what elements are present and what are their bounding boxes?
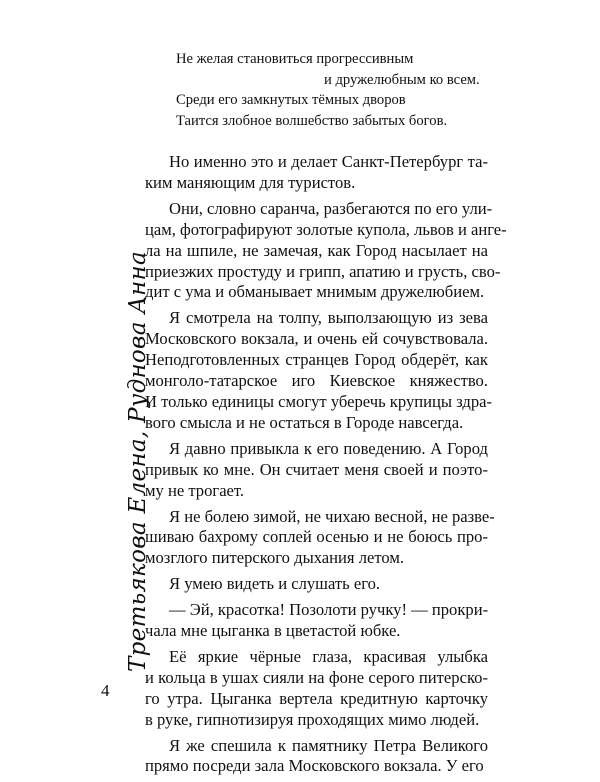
epigraph-line: Таится злобное волшебство забытых богов.: [176, 112, 448, 129]
paragraph: [145, 506, 495, 570]
text-line: цам, фотографируют золотые купола, львов и анге-: [145, 219, 507, 239]
text-line: Её яркие чёрные глаза, красивая улыбка: [169, 646, 488, 666]
text-line: Я давно привыкла к его поведению. А Город: [169, 438, 488, 458]
text-line: Я же спешила к памятнику Петра Великого: [169, 735, 488, 755]
text-line: Я не болею зимой, не чихаю весной, не разве-: [169, 506, 495, 526]
text-line: чала мне цыганка в цветастой юбке.: [145, 621, 401, 641]
text-line: в руке, гипнотизируя проходящих мимо людей.: [145, 709, 480, 729]
paragraph: [145, 152, 488, 194]
paragraph: [145, 574, 488, 595]
paragraph: [145, 308, 493, 433]
text-line: приезжих простуду и грипп, апатию и грусть, сво-: [145, 261, 501, 281]
body-text: [145, 152, 507, 782]
text-line: И только единицы смогут уберечь крупицы здра-: [145, 391, 493, 411]
text-line: Но именно это и делает Санкт-Петербург та-: [169, 152, 488, 171]
text-line: Неподготовленных странцев Город обдерёт, как: [145, 350, 488, 370]
text-line: мозглого питерского дыхания летом.: [145, 548, 405, 568]
text-line: Я умею видеть и слушать его.: [169, 574, 381, 594]
text-line: Московского вокзала, и очень ей сочувствовала.: [145, 329, 488, 349]
text-line: и кольца в ушах сияли на фоне серого питерско-: [145, 667, 488, 687]
text-line: прямо посреди зала Московского вокзала. У его: [145, 756, 484, 776]
paragraph: [145, 600, 488, 642]
text-line: го утра. Цыганка вертела кредитную карточку: [145, 688, 488, 708]
epigraph-line: Не желая становиться прогрессивным: [176, 51, 414, 67]
epigraph-line: Среди его замкнутых тёмных дворов: [176, 92, 406, 108]
epigraph-poem: [176, 49, 480, 131]
text-line: му не трогает.: [145, 480, 245, 500]
paragraph: [145, 439, 488, 502]
text-line: монголо-татарское иго Киевское княжество.: [145, 371, 488, 391]
text-line: Я смотрела на толпу, выползающую из зева: [169, 308, 488, 328]
epigraph-line: и дружелюбным ко всем.: [324, 71, 480, 88]
text-line: Они, словно саранча, разбегаются по его ули-: [169, 198, 493, 218]
authors-vertical-text: Третьякова Елена, Руднова Анна: [125, 251, 151, 672]
text-line: ким маняющим для туристов.: [145, 172, 356, 192]
text-line: ла на шпиле, не замечая, как Город насылает на: [145, 240, 488, 260]
text-line: шиваю бахрому соплей осенью и не боюсь про-: [145, 527, 488, 547]
paragraph: [145, 198, 507, 304]
text-line: дит с ума и обманывает мнимым дружелюбием.: [145, 282, 485, 302]
paragraph: [145, 647, 488, 731]
page-number: 4: [101, 681, 110, 700]
paragraph: [145, 736, 488, 778]
text-line: вого смысла и не остаться в Городе навсегда.: [145, 412, 464, 432]
text-line: — Эй, красотка! Позолоти ручку! — прокри-: [169, 600, 489, 620]
text-line: привык ко мне. Он считает меня своей и поэто-: [145, 459, 488, 479]
